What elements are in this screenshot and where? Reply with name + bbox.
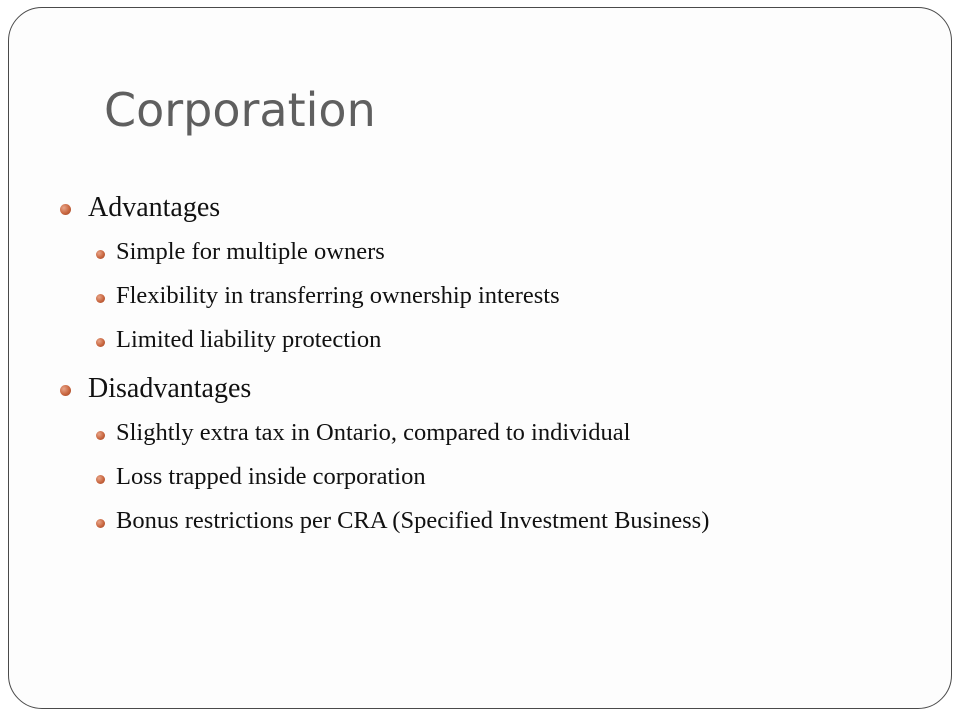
list-item: Flexibility in transferring ownership interests: [116, 282, 560, 309]
list-item: Simple for multiple owners: [116, 238, 385, 265]
bullet-icon: [96, 338, 105, 347]
list-item: Limited liability protection: [116, 326, 382, 353]
bullet-icon: [96, 519, 105, 528]
list-item: Bonus restrictions per CRA (Specified Investment Business): [116, 507, 710, 534]
bullet-icon: [96, 431, 105, 440]
bullet-icon: [96, 294, 105, 303]
bullet-icon: [60, 204, 71, 215]
bullet-icon: [96, 250, 105, 259]
list-item: Slightly extra tax in Ontario, compared to individual: [116, 419, 631, 446]
bullet-icon: [60, 385, 71, 396]
section-heading: Advantages: [88, 192, 221, 223]
list-item: Loss trapped inside corporation: [116, 463, 426, 490]
slide-title: Corporation: [104, 83, 376, 137]
section-heading: Disadvantages: [88, 373, 252, 404]
bullet-icon: [96, 475, 105, 484]
